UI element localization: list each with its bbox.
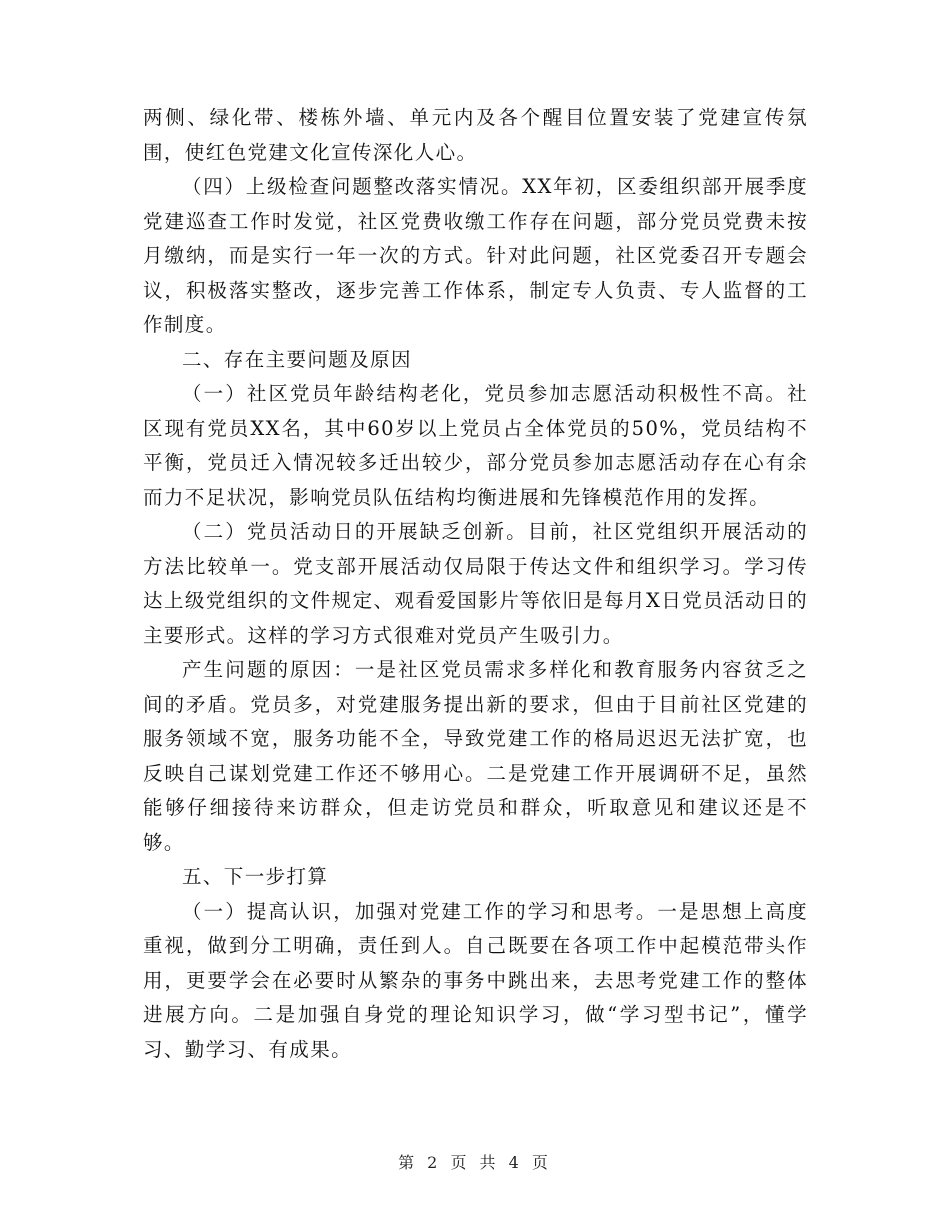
section-heading-next-steps: 五、下一步打算: [182, 865, 329, 888]
paragraph-1: 两侧、绿化带、楼栋外墙、单元内及各个醒目位置安装了党建宣传氛围，使红色党建文化宣传深化人心。: [143, 106, 808, 164]
paragraph-6: 产生问题的原因：一是社区党员需求多样化和教育服务内容贫乏之间的矛盾。党员多，对党建服务提出新的要求，但由于目前社区党建的服务领域不宽，服务功能不全，导致党建工作的格局迟迟无法扩宽，也反映自己谋划党建工作还不够用心。二是党建工作开展调研不足，虽然能够仔细接待来访群众，但走访党员和群众，听取意见和建议还是不够。: [143, 658, 808, 854]
section-heading-problems: 二、存在主要问题及原因: [182, 347, 412, 371]
document-body: [143, 101, 808, 1067]
paragraph-5: （二）党员活动日的开展缺乏创新。目前，社区党组织开展活动的方法比较单一。党支部开展活动仅局限于传达文件和组织学习。学习传达上级党组织的文件规定、观看爱国影片等依旧是每月X日党员活动日的主要形式。这样的学习方式很难对党员产生吸引力。: [143, 520, 808, 647]
paragraph-4: （一）社区党员年龄结构老化，党员参加志愿活动积极性不高。社区现有党员XX名，其中60岁以上党员占全体党员的50%，党员结构不平衡，党员迁入情况较多迁出较少，部分党员参加志愿活动存在心有余而力不足状况，影响党员队伍结构均衡进展和先锋模范作用的发挥。: [143, 382, 808, 509]
page-footer: 第 2 页 共 4 页: [398, 1153, 552, 1172]
paragraph-8: （一）提高认识，加强对党建工作的学习和思考。一是思想上高度重视，做到分工明确，责任到人。自己既要在各项工作中起模范带头作用，更要学会在必要时从繁杂的事务中跳出来，去思考党建工作的整体进展方向。二是加强自身党的理论知识学习，做“学习型书记”，懂学习、勤学习、有成果。: [143, 899, 808, 1061]
paragraph-2: （四）上级检查问题整改落实情况。XX年初，区委组织部开展季度党建巡查工作时发觉，社区党费收缴工作存在问题，部分党员党费未按月缴纳，而是实行一年一次的方式。针对此问题，社区党委召开专题会议，积极落实整改，逐步完善工作体系，制定专人负责、专人监督的工作制度。: [143, 175, 808, 336]
